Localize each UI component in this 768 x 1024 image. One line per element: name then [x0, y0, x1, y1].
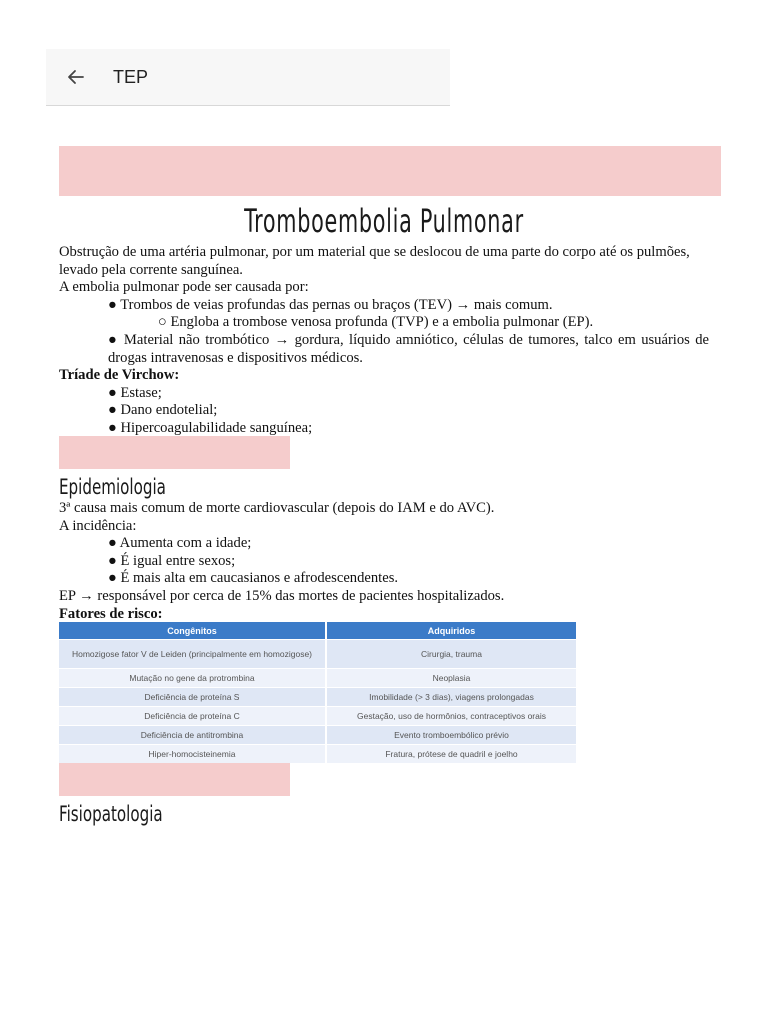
app-header — [46, 49, 450, 106]
physiopathology-heading: Fisiopatologia — [59, 802, 163, 826]
cause-subitem: ○ Engloba a trombose venosa profunda (TVP) e a embolia pulmonar (EP). — [158, 314, 594, 331]
epidemiology-block — [59, 500, 709, 623]
cause-item: ● Material não trombótico → gordura, líquido amniótico, células de tumores, talco em usuários de drogas intravenosas e dispositivos médicos. — [108, 331, 709, 366]
risk-title: Fatores de risco: — [59, 605, 163, 622]
table-cell: Homozigose fator V de Leiden (principalmente em homozigose) — [59, 640, 326, 669]
highlight-band — [59, 146, 721, 196]
table-cell: Fratura, prótese de quadril e joelho — [326, 745, 576, 764]
document-title: Tromboembolia Pulmonar — [244, 202, 524, 240]
table-cell: Deficiência de proteína S — [59, 688, 326, 707]
table-cell: Imobilidade (> 3 dias), viagens prolongadas — [326, 688, 576, 707]
table-row — [59, 688, 576, 707]
virchow-item: ● Estase; — [108, 384, 162, 401]
risk-factors-table — [59, 622, 576, 764]
table-cell: Deficiência de proteína C — [59, 707, 326, 726]
table-cell: Cirurgia, trauma — [326, 640, 576, 669]
epidemiology-line: 3ª causa mais comum de morte cardiovascular (depois do IAM e do AVC). — [59, 500, 495, 516]
table-cell: Neoplasia — [326, 669, 576, 688]
column-header: Adquiridos — [326, 622, 576, 640]
virchow-item: ● Hipercoagulabilidade sanguínea; — [108, 419, 313, 436]
table-cell: Mutação no gene da protrombina — [59, 669, 326, 688]
table-cell: Gestação, uso de hormônios, contraceptivos orais — [326, 707, 576, 726]
intro-paragraph: Obstrução de uma artéria pulmonar, por um material que se deslocou de uma parte do corpo até os pulmões, levado pela corrente sanguínea. — [59, 244, 690, 278]
incidence-lead: A incidência: — [59, 517, 137, 534]
back-button[interactable] — [62, 63, 90, 91]
incidence-item: ● É mais alta em caucasianos e afrodescendentes. — [108, 570, 399, 587]
table-row — [59, 726, 576, 745]
causes-lead: A embolia pulmonar pode ser causada por: — [59, 279, 309, 296]
cause-item: ● Trombos de veias profundas das pernas ou braços (TEV) → mais comum. — [108, 296, 553, 313]
epidemiology-heading: Epidemiologia — [59, 475, 166, 499]
epidemiology-line: EP → responsável por cerca de 15% das mortes de pacientes hospitalizados. — [59, 587, 505, 604]
incidence-item: ● Aumenta com a idade; — [108, 535, 252, 552]
table-row — [59, 640, 576, 669]
table-row — [59, 669, 576, 688]
virchow-item: ● Dano endotelial; — [108, 402, 218, 419]
table-cell: Hiper-homocisteinemia — [59, 745, 326, 764]
column-header: Congênitos — [59, 622, 326, 640]
table-header-row — [59, 622, 576, 640]
intro-block — [59, 244, 709, 438]
table-cell: Deficiência de antitrombina — [59, 726, 326, 745]
virchow-title: Tríade de Virchow: — [59, 367, 180, 384]
header-title: TEP — [113, 66, 149, 87]
section-band — [59, 763, 290, 796]
section-band — [59, 436, 290, 469]
arrow-left-icon — [66, 67, 86, 87]
table-row — [59, 707, 576, 726]
table-cell: Evento tromboembólico prévio — [326, 726, 576, 745]
incidence-item: ● É igual entre sexos; — [108, 552, 236, 569]
table-row — [59, 745, 576, 764]
